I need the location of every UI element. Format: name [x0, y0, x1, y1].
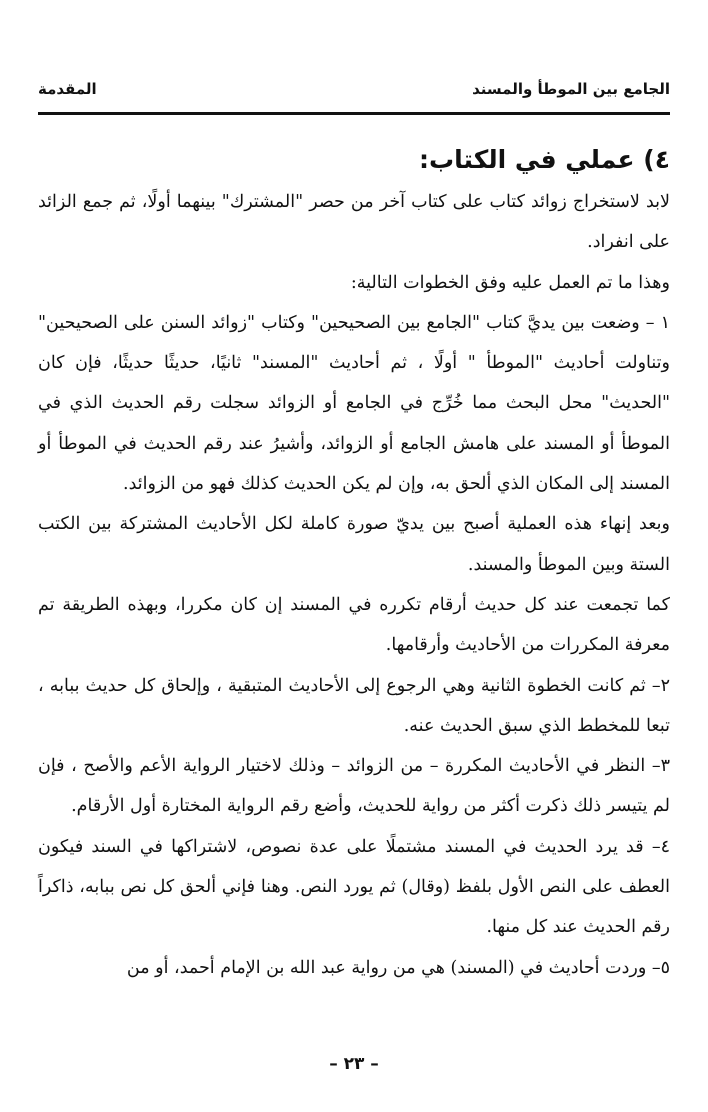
- paragraph-step-2: ٢– ثم كانت الخطوة الثانية وهي الرجوع إلى الأحاديث المتبقية ، وإلحاق كل حديث ببابه ، تبعا للمخطط الذي سبق الحديث عنه.: [38, 675, 670, 736]
- paragraph-step-4: ٤– قد يرد الحديث في المسند مشتملًا على عدة نصوص، لاشتراكها في السند فيكون العطف على النص الأول بلفظ (وقال) ثم يورد النص. وهنا فإني ألحق كل نص ببابه، ذاكراً رقم الحديث عند كل منها.: [38, 836, 670, 938]
- paragraph-step-3: ٣– النظر في الأحاديث المكررة – من الزوائد – وذلك لاختيار الرواية الأعم والأصح ، فإن لم يتيسر ذلك ذكرت أكثر من رواية للحديث، وأضع رقم الرواية المختارة أول الأرقام.: [38, 756, 670, 817]
- book-title: الجامع بين الموطأ والمسند: [472, 80, 670, 98]
- paragraph-step-1-repeats: كما تجمعت عند كل حديث أرقام تكرره في المسند إن كان مكررا، وبهذه الطريقة تم معرفة المكررات من الأحاديث وأرقامها.: [38, 594, 670, 656]
- paragraph-step-5: ٥– وردت أحاديث في (المسند) هي من رواية عبد الله بن الإمام أحمد، أو من: [126, 957, 670, 978]
- paragraph-intro: لابد لاستخراج زوائد كتاب على كتاب آخر من حصر "المشترك" بينهما أولًا، ثم جمع الزائد على انفراد.: [38, 192, 670, 253]
- paragraph-step-1: ١ – وضعت بين يديَّ كتاب "الجامع بين الصحيحين" وكتاب "زوائد السنن على الصحيحين" وتناولت أحاديث "الموطأ " أولًا ، ثم أحاديث "المسند" ثانيًا، حديثًا حديثًا، فإن كان "الحديث" محل البحث مما خُرِّج في الجامع أو الزوائد سجلت رقم الحديث الذي في الموطأ أو المسند على هامش الجامع أو الزوائد، وأشيرُ عند رقم الحديث في الموطأ أو المسند إلى المكان الذي ألحق به، وإن لم يكن الحديث كذلك فهو من الزوائد.: [38, 312, 670, 495]
- section-title: المقدمة: [38, 80, 97, 98]
- paragraph-steps-intro: وهذا ما تم العمل عليه وفق الخطوات التالية:: [350, 272, 670, 293]
- section-heading: ٤) عملي في الكتاب:: [418, 145, 670, 174]
- running-header: [38, 72, 670, 115]
- paragraph-step-1-result: وبعد إنهاء هذه العملية أصبح بين يديّ صورة كاملة لكل الأحاديث المشتركة بين الكتب الستة وبين الموطأ والمسند.: [38, 514, 670, 575]
- body-text: [38, 182, 670, 988]
- page-number: – ٢٣ –: [329, 1054, 379, 1074]
